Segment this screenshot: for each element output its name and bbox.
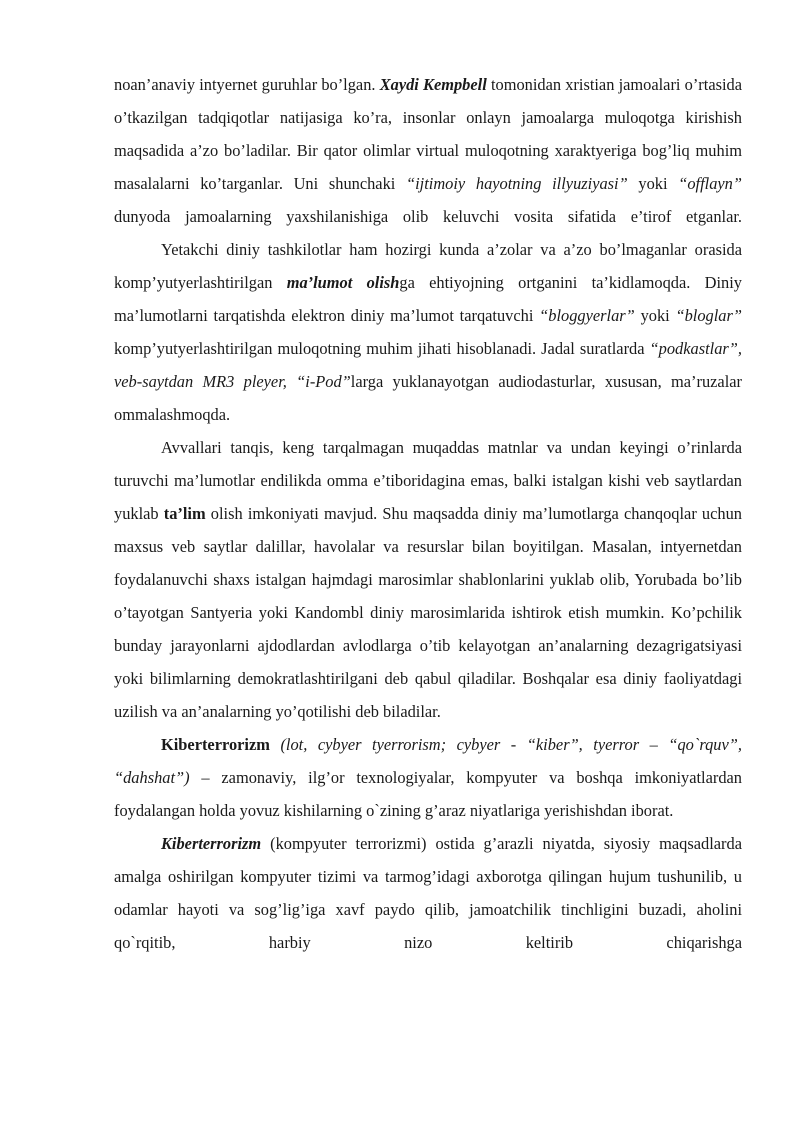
text-run: komp’yutyerlashtirilgan muloqotning muhim jihati hisoblanadi. Jadal suratlarda	[114, 339, 650, 358]
emphasized-text: ma’lumot olish	[286, 273, 400, 292]
text-run: Avvallari tanqis, keng tarqalmagan muqaddas matnlar va undan keyingi o’rinlarda turuvchi ma’lumotlar endilikda omma e’tiboridagina emas, balki istalgan kishi veb saytlardan yuklab	[114, 438, 742, 523]
paragraph	[114, 233, 742, 431]
emphasized-text: Xaydi Kempbell	[379, 75, 487, 94]
text-run: – zamonaviy, ilg’or texnologiyalar, kompyuter va boshqa imkoniyatlardan foydalangan holda yovuz kishilarning o`zining g’araz niyatlariga yerishishdan iborat.	[114, 768, 742, 820]
text-run: Yetakchi diniy tashkilotlar ham hozirgi kunda a’zolar va a’zo bo’lmaganlar orasida komp’yutyerlashtirilgan	[114, 240, 742, 292]
emphasized-text: “bloglar”	[675, 306, 742, 325]
paragraph	[114, 728, 742, 827]
paragraph	[114, 827, 742, 959]
emphasized-text: ta’lim	[163, 504, 206, 523]
text-run: yoki	[634, 306, 676, 325]
text-run: (kompyuter terrorizmi) ostida g’arazli niyatda, siyosiy maqsadlarda amalga oshirilgan kompyuter tizimi va tarmog’idagi axborotga qilingan hujum tushunilib, u odamlar hayoti va sog’lig’iga xavf paydo qilib, jamoatchilik tinchligini buzadi, aholini qo`rqitib, harbiy nizo keltirib chiqarishga	[114, 834, 742, 952]
paragraph	[114, 431, 742, 728]
emphasized-text: Kiberterrorizm	[161, 834, 262, 853]
text-run: ga ehtiyojning ortganini ta’kidlamoqda. Diniy ma’lumotlarni tarqatishda elektron diniy ma’lumot tarqatuvchi	[114, 273, 742, 325]
text-run: larga yuklanayotgan audiodasturlar, xususan, ma’ruzalar ommalashmoqda.	[114, 372, 742, 424]
emphasized-text: (lot, cybyer tyerrorism; cybyer - “kiber”, tyerror – “qo`rquv”, “dahshat”)	[114, 735, 742, 787]
emphasized-text: “podkastlar”, veb-saytdan MR3 pleyer, “i-Pod”	[114, 339, 742, 391]
paragraph	[114, 68, 742, 233]
document-page	[114, 68, 742, 959]
text-run: dunyoda jamoalarning yaxshilanishiga olib keluvchi vosita sifatida e’tirof etganlar.	[114, 207, 742, 226]
emphasized-text: “bloggyerlar”	[539, 306, 635, 325]
emphasized-text: “ijtimoiy hayotning illyuziyasi”	[406, 174, 628, 193]
text-run: yoki	[627, 174, 679, 193]
text-run: tomonidan xristian jamoalari o’rtasida o’tkazilgan tadqiqotlar natijasiga ko’ra, insonlar onlayn jamoalarga muloqotga kirishish maqsadida a’zo bo’ladilar. Bir qator olimlar virtual muloqotning xaraktyeriga bog’liq muhim masalalarni ko’targanlar. Uni shunchaki	[114, 75, 742, 193]
emphasized-text: Kiberterrorizm	[161, 735, 270, 754]
text-run: noan’anaviy intyernet guruhlar bo’lgan.	[114, 75, 380, 94]
emphasized-text: “offlayn”	[678, 174, 742, 193]
text-run: olish imkoniyati mavjud. Shu maqsadda diniy ma’lumotlarga chanqoqlar uchun maxsus veb saytlar dalillar, havolalar va resurslar bilan boyitilgan. Masalan, intyernetdan foydalanuvchi shaxs istalgan hajmdagi marosimlar shablonlarini yuklab olib, Yorubada bo’lib o’tayotgan Santyeria yoki Kandombl diniy marosimlarida ishtirok etish mumkin. Ko’pchilik bunday jarayonlarni ajdodlardan avlodlarga o’tib kelayotgan an’analarning dezagrigatsiyasi yoki bilimlarning demokratlashtirilgani deb qabul qiladilar. Boshqalar esa diniy faoliyatdagi uzilish va an’analarning yo’qotilishi deb biladilar.	[114, 504, 742, 721]
